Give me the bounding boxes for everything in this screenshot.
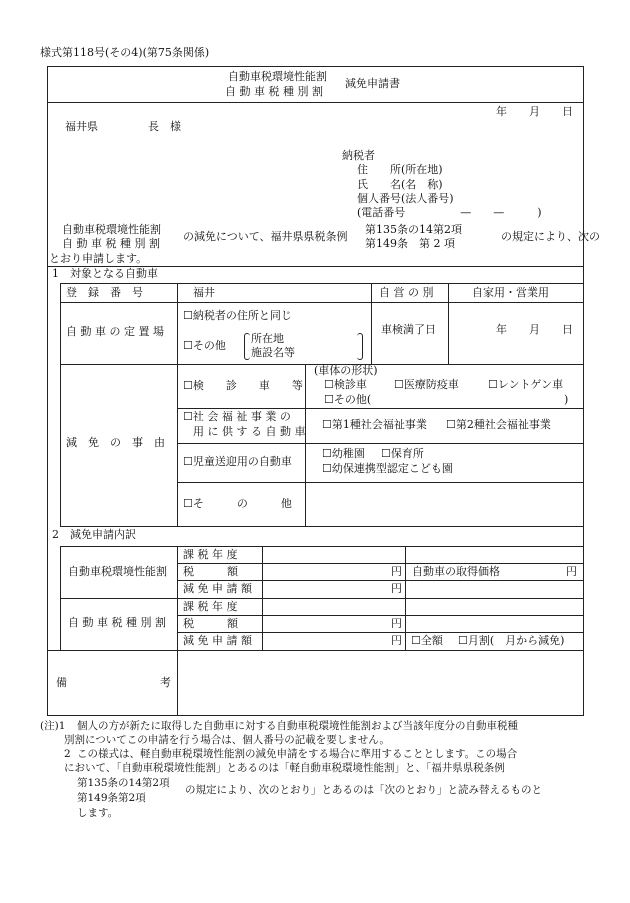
acquisition-price-yen: 円 [566, 565, 577, 578]
reg-number-value: 福井 [193, 286, 215, 299]
brace-left [244, 333, 250, 360]
note1-line1: 個人の方が新たに取得した自動車に対する自動車税環境性能割および当該年度分の自動車税種 [77, 720, 518, 732]
addressee-title: 長 様 [148, 120, 181, 133]
date-line: 年 月 日 [496, 105, 573, 118]
note2-line3: の規定により、次のとおり」とあるのは「次のとおり」と読み替えるものと [185, 784, 542, 796]
taxpayer-phone: (電話番号 — — ) [357, 206, 542, 219]
body-shape-heading: (車体の形状) [314, 364, 378, 377]
divider [177, 650, 178, 716]
intro-last: とおり申請します。 [49, 252, 148, 265]
section2-title: 2 減免申請内訳 [52, 528, 136, 541]
env-tax-label: 税 額 [183, 565, 238, 578]
divider [47, 650, 584, 651]
reason-child-label[interactable]: ☐児童送迎用の自動車 [183, 455, 292, 468]
place-sub-facility: 施設名等 [251, 346, 295, 359]
place-sub-location: 所在地 [251, 332, 284, 345]
taxpayer-name: 氏 名(名 称) [357, 178, 443, 191]
type-exempt-label: 減 免 申 請 額 [183, 634, 252, 647]
type-exempt-yen: 円 [391, 634, 402, 647]
reason-welfare-label2: 用 に 供 す る 自 動 車 [193, 425, 306, 438]
divider [305, 364, 306, 526]
env-tax-yen: 円 [391, 565, 402, 578]
remarks-label-1: 備 [56, 676, 67, 689]
env-exempt-yen: 円 [391, 582, 402, 595]
note2-article1: 第135条の14第2項 [77, 777, 170, 789]
shape-option-other-end: ) [564, 393, 569, 406]
type-tax-group-label: 自 動 車 税 種 別 割 [68, 616, 166, 629]
taxpayer-address: 住 所(所在地) [357, 163, 443, 176]
brace-right [357, 333, 363, 360]
form-number: 様式第118号(その4)(第75条関係) [40, 46, 210, 59]
divider [60, 283, 61, 526]
divider [60, 598, 584, 599]
intro-tax1: 自動車税環境性能割 [62, 223, 161, 236]
acquisition-price-label: 自動車の取得価格 [412, 565, 500, 578]
divider [60, 283, 584, 284]
reg-number-label: 登 録 番 号 [66, 286, 143, 299]
welfare-option-type1[interactable]: ☐第1種社会福祉事業 [322, 418, 427, 431]
taxpayer-label: 納税者 [342, 149, 375, 162]
divider [177, 482, 584, 483]
divider [177, 580, 584, 581]
title-line1: 自動車税環境性能割 [228, 70, 327, 83]
note2-line2: において、「自動車税環境性能割」とあるのは「軽自動車税環境性能割」と、「福井県県税条例 [64, 762, 505, 774]
remarks-label-2: 考 [160, 676, 171, 689]
use-type-label: 自 営 の 別 [379, 286, 434, 299]
divider [177, 443, 584, 444]
divider [177, 632, 584, 633]
intro-tax2: 自 動 車 税 種 別 割 [62, 237, 160, 250]
reason-other-label[interactable]: ☐そ の 他 [183, 497, 292, 510]
type-tax-label: 税 額 [183, 617, 238, 630]
intro-article2: 第149条 第 2 項 [365, 237, 455, 250]
note2-line4: します。 [77, 807, 119, 819]
note2-line1: この様式は、軽自動車税環境性能割の減免申請をする場合に準用することとします。この場合 [77, 748, 518, 760]
place-option-other[interactable]: ☐その他 [183, 339, 226, 352]
divider [177, 408, 584, 409]
reason-medical-label[interactable]: ☐検 診 車 等 [183, 379, 303, 392]
section1-title: 1 対象となる自動車 [52, 267, 158, 280]
divider [177, 563, 584, 564]
divider [177, 615, 584, 616]
place-label: 自 動 車 の 定 置 場 [66, 325, 164, 338]
shape-option-other[interactable]: ☐その他( [324, 393, 372, 406]
note2-mark: 2 [64, 748, 71, 760]
intro-mid: の減免について、福井県県税条例 [183, 230, 348, 243]
divider [60, 302, 584, 303]
place-option-same[interactable]: ☐納税者の住所と同じ [183, 309, 292, 322]
env-year-label: 課 税 年 度 [183, 548, 238, 561]
divider [60, 546, 584, 547]
intro-article1: 第135条の14第2項 [365, 223, 462, 236]
type-tax-yen: 円 [391, 617, 402, 630]
shape-option-checkup[interactable]: ☐検診車 [324, 378, 367, 391]
shape-option-epidemic[interactable]: ☐医療防疫車 [394, 378, 459, 391]
title-suffix: 減免申請書 [345, 77, 400, 90]
title-line2: 自 動 車 税 種 別 割 [225, 85, 323, 98]
note1-mark: (注)1 [40, 720, 66, 732]
note2-article2: 第149条第2項 [77, 792, 146, 804]
divider [371, 283, 372, 364]
exempt-monthly-option[interactable]: ☐月割( 月から減免) [458, 634, 565, 647]
use-type-value: 自家用・営業用 [472, 286, 549, 299]
env-tax-group-label: 自動車税環境性能割 [68, 565, 167, 578]
type-year-label: 課 税 年 度 [183, 600, 238, 613]
welfare-option-type2[interactable]: ☐第2種社会福祉事業 [446, 418, 551, 431]
divider [177, 283, 178, 526]
child-option-kindergarten[interactable]: ☐幼稚園 [322, 447, 365, 460]
shape-option-xray[interactable]: ☐レントゲン車 [488, 378, 564, 391]
child-option-nursery[interactable]: ☐保育所 [381, 447, 424, 460]
intro-tail: の規定により、次の [501, 230, 600, 243]
reason-welfare-label1[interactable]: ☐社 会 福 祉 事 業 の [183, 410, 291, 423]
taxpayer-mynumber: 個人番号(法人番号) [357, 192, 454, 205]
divider [47, 102, 584, 103]
addressee-pref: 福井県 [65, 120, 98, 133]
child-option-center[interactable]: ☐幼保連携型認定こども園 [322, 462, 453, 475]
note1-line2: 別割についてこの申請を行う場合は、個人番号の記載を要しません。 [64, 734, 390, 746]
divider [60, 526, 584, 527]
inspection-label: 車検満了日 [381, 323, 436, 336]
exempt-full-option[interactable]: ☐全額 [411, 634, 443, 647]
env-exempt-label: 減 免 申 請 額 [183, 582, 252, 595]
inspection-value: 年 月 日 [496, 323, 573, 336]
reason-label: 減 免 の 事 由 [66, 436, 165, 449]
divider [448, 283, 449, 364]
